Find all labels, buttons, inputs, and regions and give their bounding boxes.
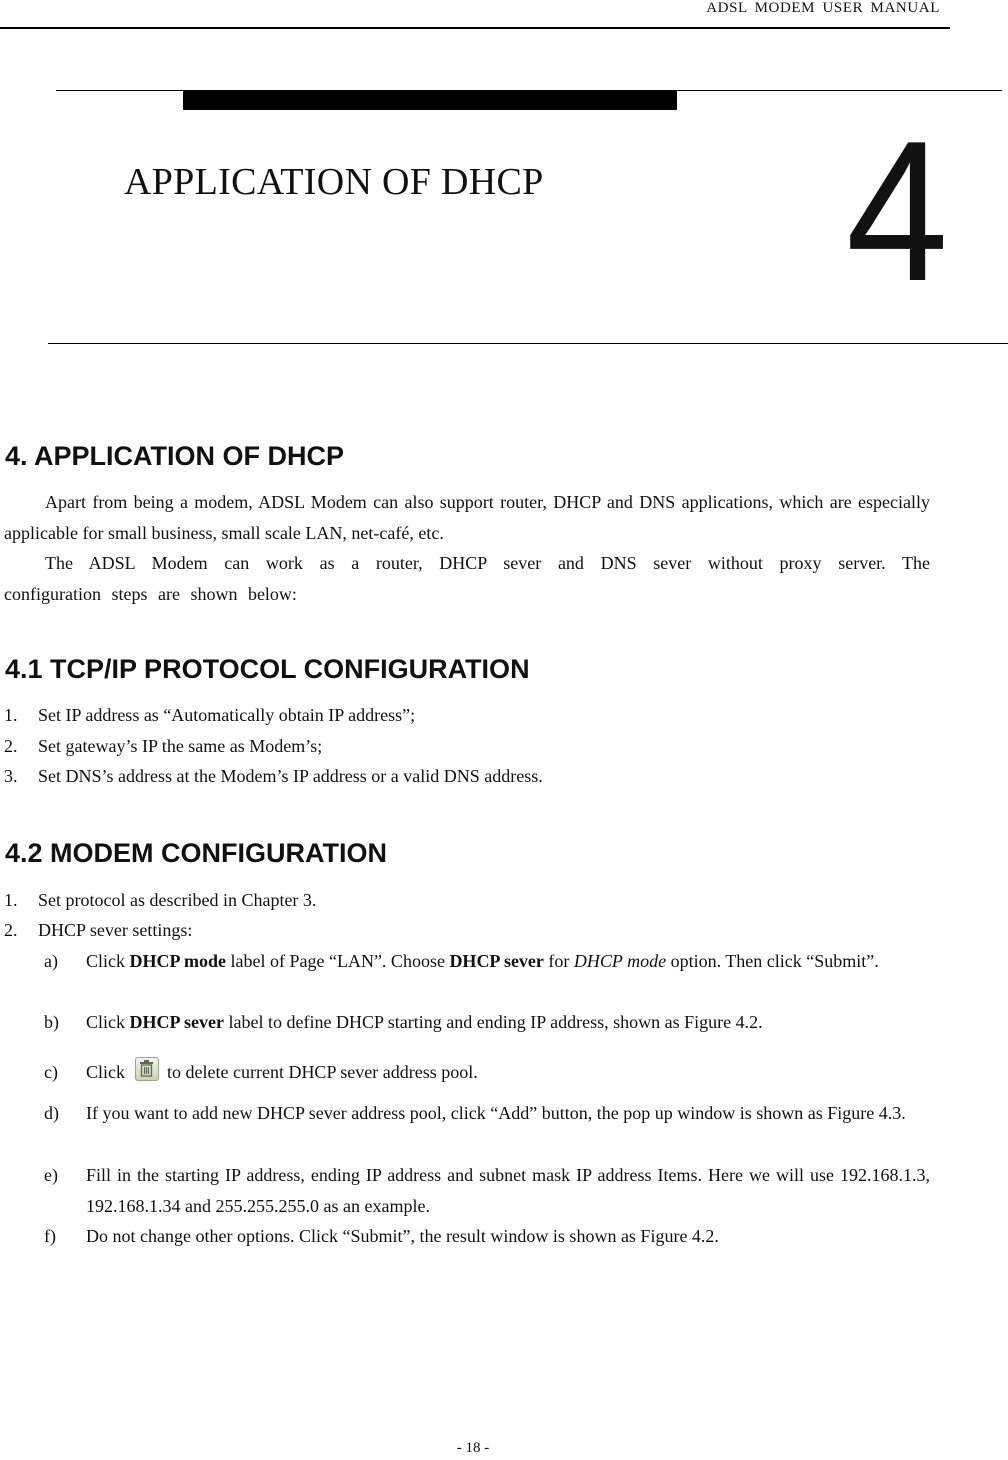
list-number: 1.	[4, 890, 18, 910]
chapter-black-bar	[183, 90, 677, 110]
sub-item-b: Click DHCP sever label to define DHCP starting and ending IP address, shown as Figure 4.2.	[86, 1012, 763, 1032]
header-rule	[0, 27, 950, 29]
sub-item-letter: d)	[44, 1103, 59, 1123]
running-header: ADSL MODEM USER MANUAL	[706, 0, 940, 16]
sub-item-letter: c)	[44, 1062, 58, 1082]
list-item: Set protocol as described in Chapter 3.	[38, 890, 317, 910]
section-heading-4-2: 4.2 MODEM CONFIGURATION	[5, 838, 388, 868]
sub-item-letter: a)	[44, 951, 58, 971]
section-heading-4-1: 4.1 TCP/IP PROTOCOL CONFIGURATION	[5, 654, 530, 684]
list-number: 2.	[4, 736, 18, 756]
chapter-title: APPLICATION OF DHCP	[124, 161, 544, 203]
sub-item-e: Fill in the starting IP address, ending IP address and subnet mask IP address Items. Here we will use 192.168.1.3, 192.168.1.34 and 255.255.255.0 as an example.	[86, 1165, 930, 1216]
list-item: Set gateway’s IP the same as Modem’s;	[38, 736, 323, 756]
chapter-bottom-rule	[48, 343, 1008, 344]
list-number: 1.	[4, 705, 18, 725]
list-item: Set IP address as “Automatically obtain IP address”;	[38, 705, 416, 725]
sub-item-d: If you want to add new DHCP sever address pool, click “Add” button, the pop up window is shown as Figure 4.3.	[86, 1103, 906, 1123]
section-heading-4: 4. APPLICATION OF DHCP	[5, 441, 345, 471]
list-number: 3.	[4, 766, 18, 786]
intro-paragraph-2: The ADSL Modem can work as a router, DHCP sever and DNS sever without proxy server. The configuration steps are shown below:	[4, 553, 930, 604]
sub-item-letter: e)	[44, 1165, 58, 1185]
sub-item-a: Click DHCP mode label of Page “LAN”. Choose DHCP sever for DHCP mode option. Then click “Submit”.	[86, 951, 879, 971]
sub-item-letter: b)	[44, 1012, 59, 1032]
list-item: Set DNS’s address at the Modem’s IP address or a valid DNS address.	[38, 766, 543, 786]
list-item: DHCP sever settings:	[38, 920, 193, 940]
sub-item-f: Do not change other options. Click “Submit”, the result window is shown as Figure 4.2.	[86, 1226, 719, 1246]
trash-icon	[135, 1057, 159, 1081]
chapter-number: 4	[846, 100, 949, 323]
sub-item-c: Click to delete current DHCP sever address pool.	[86, 1057, 930, 1088]
list-number: 2.	[4, 920, 18, 940]
sub-item-letter: f)	[44, 1226, 56, 1246]
intro-paragraph-1: Apart from being a modem, ADSL Modem can also support router, DHCP and DNS applications, which are especially applicable for small business, small scale LAN, net-café, etc.	[4, 492, 930, 543]
page-number: - 18 -	[456, 1440, 490, 1456]
